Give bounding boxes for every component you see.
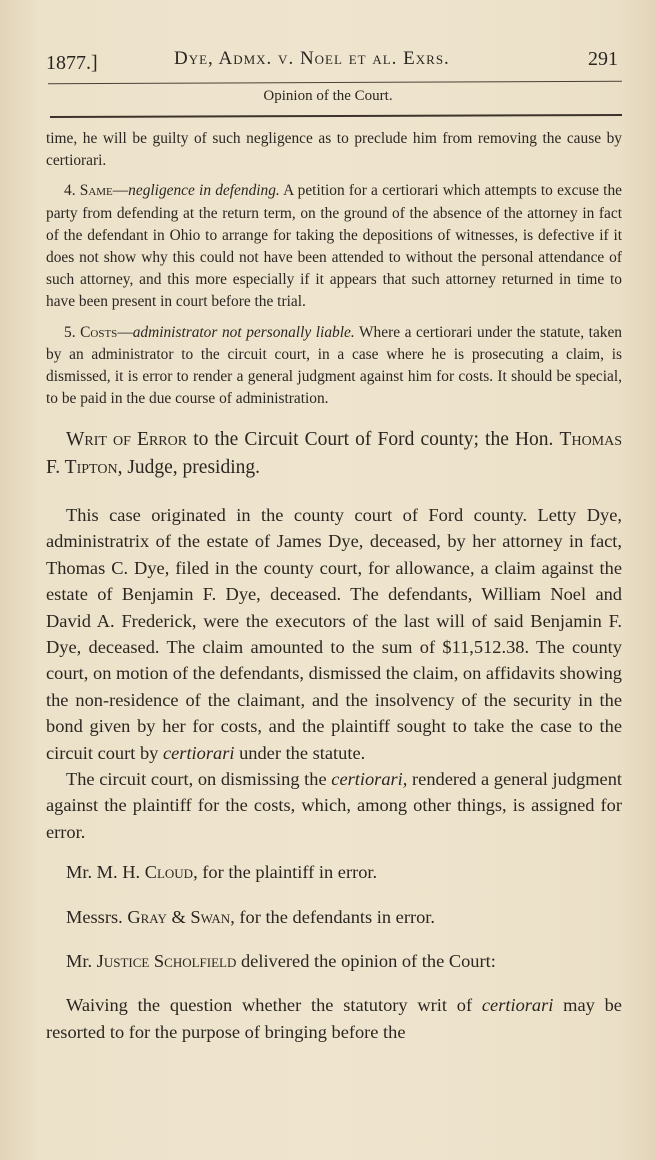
headnote-4: 4. Same—negligence in defending. A petition for a certiorari which attempts to excuse the party from defending at the return term, on the ground of the absence of the attorney in fact of the defendant in Ohio to arrange for taking the depositions of witnesses, is defective if it does not show why this could not have been attended to without the personal attendance of such attorney, and this more especially if it appears that such attorney returned in time to have been present in court before the trial. — [46, 182, 622, 311]
opinion-text — [46, 502, 622, 845]
paragraph-2-b: rendered a general judgment against the plaintiff for the costs, which, among other things, is assigned for error. — [46, 769, 622, 842]
judge-name: Thomas F. Tipton — [46, 429, 623, 479]
plaintiff-role: , for the plaintiff in error. — [193, 862, 378, 883]
headnote-4-subject: negligence in defending. — [128, 182, 280, 200]
text-body — [46, 128, 622, 1064]
headnote-4-text: A petition for a certiorari which attempts to excuse the party from defending at the return term, on the ground of the absence of the attorney in fact of the defendant in Ohio to arrange for taking the depositions of witnesses, is defective if it does not show why this could not have been attended to without the personal attendance of such attorney, and this more especially if it appears that such attorney returned in time to have been present in court before the trial. — [46, 182, 622, 311]
paragraph-2-a: The circuit court, on dismissing the — [66, 769, 327, 789]
headnote-4-keyword: Same — [79, 182, 113, 200]
counsel-plaintiff — [46, 859, 622, 885]
opinion-paragraph-2 — [46, 766, 622, 845]
final-italic: certiorari — [481, 995, 554, 1016]
headnote-5: 5. Costs—administrator not personally liable. Where a certiorari under the statute, taken by an administrator to the circuit court, in a case where he is prosecuting a claim, is dismissed, it is error to render a general judgment against him for costs. It should be special, to be paid in the due course of administration. — [46, 323, 622, 408]
paragraph-2-italic: certiorari, — [331, 769, 408, 789]
paragraph-1-end: under the statute. — [239, 742, 366, 763]
defendants-counsel-name: Gray & Swan — [127, 906, 231, 927]
justice-name: Justice Scholfield — [96, 951, 237, 971]
final-text-b: may be resorted to for the purpose of bringing before the — [46, 995, 622, 1042]
defendants-prefix: Messrs. — [66, 906, 123, 927]
headnote-continuation: time, he will be guilty of such negligence as to preclude him from removing the cause by certiorari. — [46, 130, 622, 170]
headnote-5-keyword: Costs — [80, 323, 118, 341]
rule-top — [48, 81, 622, 85]
writ-suffix: , Judge, presiding. — [117, 457, 261, 479]
headnote-4-number: 4. — [64, 182, 76, 200]
subheading: Opinion of the Court. — [263, 88, 393, 104]
running-head — [46, 44, 624, 78]
headnote-5-number: 5. — [64, 323, 76, 341]
headnote-5-subject: administrator not personally liable. — [132, 323, 355, 341]
opinion-paragraph-1 — [46, 502, 622, 766]
final-paragraph — [46, 992, 622, 1045]
paragraph-1-text: This case originated in the county court of Ford county. Letty Dye, administratrix of the estate of James Dye, deceased, by her attorney in fact, Thomas C. Dye, filed in the county court, for allowance, a claim against the estate of Benjamin F. Dye, deceased. The defendants, William Noel and David A. Frederick, were the executors of the last will of said Benjamin F. Dye, deceased. The claim amounted to the sum of $11,512.38. The county court, on motion of the defendants, dismissed the claim, on affidavits showing the non-residence of the claimant, and the insolvency of the security in the bond given by her for costs, and the plaintiff sought to take the case to the circuit court by — [46, 504, 622, 763]
justice-prefix: Mr. — [66, 951, 93, 971]
defendants-role: , for the defendants in error. — [230, 906, 435, 927]
headnote-5-text: Where a certiorari under the statute, taken by an administrator to the circuit court, in a case where he is prosecuting a claim, is dismissed, it is error to render a general judgment against him for costs. It should be special, to be paid in the due course of administration. — [46, 323, 622, 408]
final-text-a: Waiving the question whether the statutory writ of — [66, 995, 473, 1016]
year: 1877.] — [46, 52, 98, 74]
rule-divider — [50, 114, 622, 118]
writ-of-error — [46, 426, 622, 482]
plaintiff-prefix: Mr. M. H. — [66, 862, 141, 883]
case-title: Dye, Admx. v. Noel et al. Exrs. — [174, 48, 450, 69]
headnotes — [46, 128, 622, 410]
justice-line — [46, 948, 622, 974]
writ-label: Writ of Error — [66, 429, 188, 451]
page-number: 291 — [588, 48, 618, 70]
writ-text: to the Circuit Court of Ford county; the Hon. — [193, 429, 554, 451]
plaintiff-counsel-name: Cloud — [144, 862, 194, 883]
justice-text: delivered the opinion of the Court: — [240, 951, 496, 971]
paragraph-1-italic: certiorari — [162, 742, 235, 763]
counsel-defendants — [46, 904, 622, 930]
